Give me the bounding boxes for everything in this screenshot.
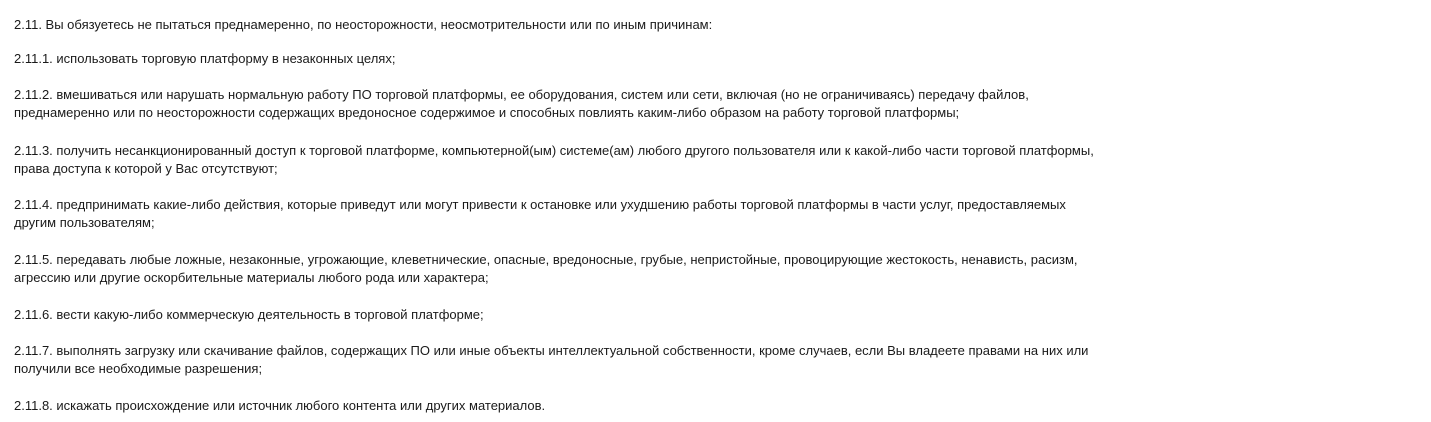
clause-2-11-2: 2.11.2. вмешиваться или нарушать нормальную работу ПО торговой платформы, ее оборудования, систем или сети, включая (но не ограничиваясь) передачу файлов, преднамеренно или по неосторожности содержащих вредоносное содержимое и способных повлиять каким-либо образом на работу торговой платформы; bbox=[14, 87, 1029, 120]
clause-2-11-3: 2.11.3. получить несанкционированный доступ к торговой платформе, компьютерной(ым) системе(ам) любого другого пользователя или к какой-либо части торговой платформы, права доступа к которой у Вас отсутствуют; bbox=[14, 143, 1094, 176]
clause-2-11-5: 2.11.5. передавать любые ложные, незаконные, угрожающие, клеветнические, опасные, вредоносные, грубые, непристойные, провоцирующие жестокость, ненависть, расизм, агрессию или другие оскорбительные материалы любого рода или характера; bbox=[14, 252, 1078, 285]
clause-2-11-1: 2.11.1. использовать торговую платформу в незаконных целях; bbox=[14, 51, 396, 66]
clause-2-11-8: 2.11.8. искажать происхождение или источник любого контента или других материалов. bbox=[14, 398, 546, 413]
clause-2-11-6: 2.11.6. вести какую-либо коммерческую деятельность в торговой платформе; bbox=[14, 307, 484, 322]
clause-2-11-4: 2.11.4. предпринимать какие-либо действия, которые приведут или могут привести к остановке или ухудшению работы торговой платформы в части услуг, предоставляемых другим пользователям; bbox=[14, 197, 1066, 230]
clause-2-11-7: 2.11.7. выполнять загрузку или скачивание файлов, содержащих ПО или иные объекты интеллектуальной собственности, кроме случаев, если Вы владеете правами на них или получили все необходимые разрешения; bbox=[14, 343, 1089, 376]
clause-2-11: 2.11. Вы обязуетесь не пытаться преднамеренно, по неосторожности, неосмотрительности или по иным причинам: bbox=[14, 17, 713, 32]
